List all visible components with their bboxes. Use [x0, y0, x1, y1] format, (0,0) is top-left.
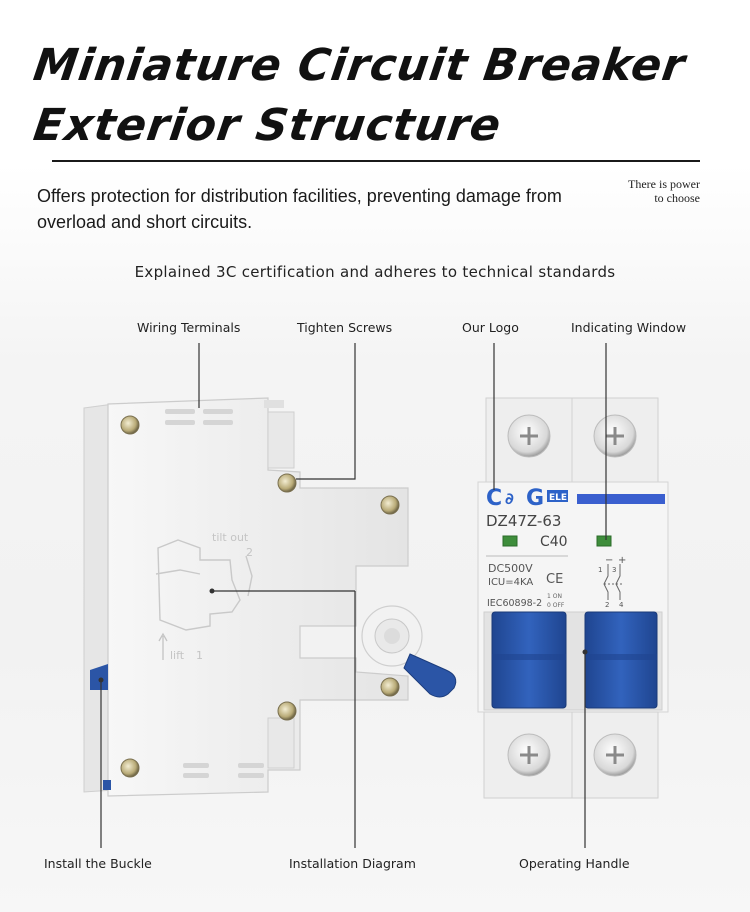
callout-install-buckle: Install the Buckle: [44, 856, 152, 871]
off-label: 0 OFF: [547, 602, 565, 609]
top-right-slot: [203, 409, 233, 414]
screw-icon: [278, 474, 296, 492]
icu-rating: ICU=4KA: [488, 577, 534, 588]
screw-icon: [121, 416, 139, 434]
callout-our-logo: Our Logo: [462, 320, 519, 335]
certification-subtitle: Explained 3C certification and adheres to technical standards: [134, 263, 616, 281]
model-number: DZ47Z-63: [486, 512, 562, 530]
screw-icon: [381, 678, 399, 696]
top-right-slot-2: [203, 420, 233, 425]
logo-mid: ∂: [505, 489, 514, 508]
page-title-line-2: Exterior Structure: [30, 100, 505, 151]
pole-number: 1: [598, 566, 603, 574]
lift-number: 1: [196, 649, 203, 662]
callout-tighten-screws: Tighten Screws: [297, 320, 393, 335]
current-rating: C40: [540, 534, 568, 550]
on-label: 1 ON: [547, 593, 562, 600]
top-left-slot-2: [165, 420, 195, 425]
ce-mark: CE: [546, 572, 564, 587]
description-text: Offers protection for distribution facilities, preventing damage from overload and short circuits.: [37, 186, 562, 232]
terminal-plus: +: [618, 555, 627, 566]
tilt-out-number: 2: [246, 546, 253, 559]
voltage-rating: DC500V: [488, 562, 533, 575]
screw-icon: [381, 496, 399, 514]
callout-installation-diagram: Installation Diagram: [289, 856, 416, 871]
leader-tighten-screws: [296, 343, 355, 479]
terminal-minus: −: [605, 555, 614, 566]
top-left-slot: [165, 409, 195, 414]
logo-g: G: [526, 486, 545, 511]
buckle-bottom-clip: [103, 780, 111, 790]
logo-badge-text: ELE: [549, 493, 568, 503]
pole-number: 3: [612, 566, 617, 574]
power-note-line-2: to choose: [654, 191, 700, 205]
bottom-right-slot-2: [238, 773, 264, 778]
logo-c: C: [486, 486, 503, 511]
tilt-out-text: tilt out: [212, 531, 249, 544]
bottom-right-slot: [238, 763, 264, 768]
side-view-breaker: [84, 398, 456, 796]
front-view-breaker: [478, 398, 668, 798]
side-view-top-block: [268, 412, 294, 468]
lift-text: lift: [170, 649, 185, 662]
standard-text: IEC60898-2: [487, 598, 543, 609]
side-view-bottom-block: [268, 718, 294, 768]
bottom-left-slot-2: [183, 773, 209, 778]
bottom-left-slot: [183, 763, 209, 768]
side-handle-blue: [404, 654, 456, 697]
screw-icon: [121, 759, 139, 777]
indicating-window-right: [597, 536, 611, 546]
callout-operating-handle: Operating Handle: [519, 856, 630, 871]
blue-brand-stripe: [577, 494, 665, 504]
page-title-line-1: Miniature Circuit Breaker: [30, 40, 689, 91]
screw-icon: [278, 702, 296, 720]
pole-number: 2: [605, 601, 610, 609]
callout-indicating-window: Indicating Window: [571, 320, 687, 335]
indicating-window-left: [503, 536, 517, 546]
top-housing-tab: [264, 400, 284, 408]
pole-number: 4: [619, 601, 624, 609]
side-view-body: [108, 398, 408, 796]
callout-wiring-terminals: Wiring Terminals: [137, 320, 241, 335]
power-note-line-1: There is power: [628, 177, 700, 191]
